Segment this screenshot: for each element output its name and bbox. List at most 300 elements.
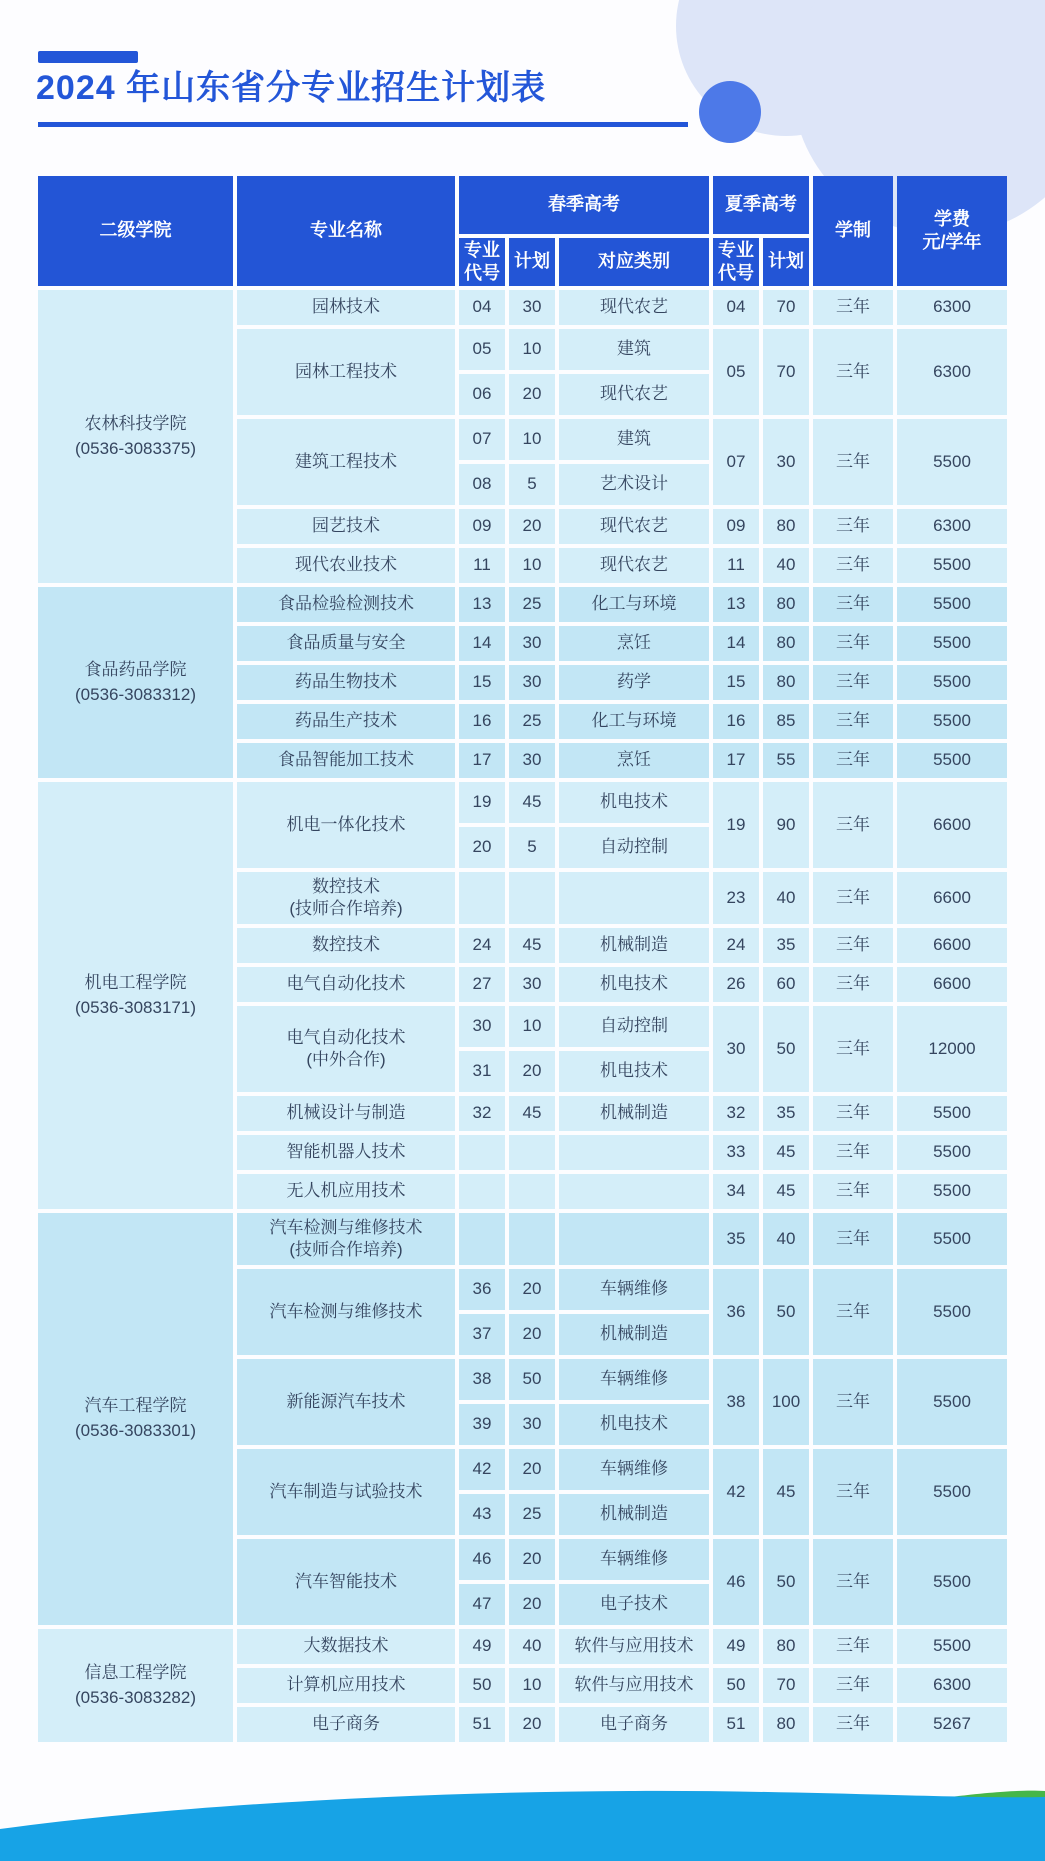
title-underline: [38, 122, 688, 127]
spring-code-cell: 31: [459, 1051, 505, 1092]
spring-category-cell: 车辆维修: [559, 1359, 709, 1400]
spring-code-cell: 13: [459, 587, 505, 622]
summer-code-cell: 24: [713, 928, 759, 963]
tuition-cell: 5500: [897, 1135, 1007, 1170]
duration-cell: 三年: [813, 290, 893, 325]
summer-plan-cell: 45: [763, 1135, 809, 1170]
spring-category-cell: 药学: [559, 665, 709, 700]
summer-plan-cell: 35: [763, 1096, 809, 1131]
major-name: 大数据技术: [303, 1636, 389, 1656]
summer-code-cell: 15: [713, 665, 759, 700]
major-name-line2: (中外合作): [306, 1050, 386, 1069]
spring-code-cell: 06: [459, 374, 505, 415]
spring-category-cell: 车辆维修: [559, 1539, 709, 1580]
major-cell: [237, 872, 455, 924]
college-name: 机电工程学院: [84, 972, 187, 992]
spring-code-cell: 17: [459, 743, 505, 778]
major-name: 汽车制造与试验技术: [269, 1481, 423, 1501]
spring-code-cell: 05: [459, 329, 505, 370]
summer-plan-cell: 60: [763, 967, 809, 1002]
major-cell: [237, 928, 455, 963]
duration-cell: 三年: [813, 782, 893, 868]
spring-category-cell: 烹饪: [559, 626, 709, 661]
spring-category-cell: 电子技术: [559, 1584, 709, 1625]
spring-category-cell: [559, 872, 709, 924]
spring-code-cell: 51: [459, 1707, 505, 1742]
summer-code-cell: 13: [713, 587, 759, 622]
college-phone: (0536-3083312): [75, 684, 196, 704]
header-spring-plan: 计划: [509, 238, 555, 286]
spring-code-cell: 42: [459, 1449, 505, 1490]
summer-code-cell: 11: [713, 548, 759, 583]
tuition-cell: 12000: [897, 1006, 1007, 1092]
college-cell: [38, 782, 233, 1209]
major-cell: [237, 782, 455, 868]
duration-cell: 三年: [813, 704, 893, 739]
bottom-wave: [0, 1781, 1045, 1861]
spring-category-cell: 车辆维修: [559, 1449, 709, 1490]
spring-plan-cell: 20: [509, 509, 555, 544]
spring-plan-cell: 20: [509, 1449, 555, 1490]
spring-plan-cell: 30: [509, 743, 555, 778]
tuition-cell: 5500: [897, 1213, 1007, 1265]
summer-plan-cell: 50: [763, 1269, 809, 1355]
spring-category-cell: 现代农艺: [559, 290, 709, 325]
major-name: 机械设计与制造: [286, 1103, 406, 1123]
spring-category-cell: 机械制造: [559, 1096, 709, 1131]
tuition-cell: 5500: [897, 1174, 1007, 1209]
duration-cell: 三年: [813, 1135, 893, 1170]
table-row: [38, 1213, 1007, 1265]
duration-cell: 三年: [813, 1174, 893, 1209]
duration-cell: 三年: [813, 1539, 893, 1625]
major-cell: [237, 704, 455, 739]
spring-plan-cell: 20: [509, 1314, 555, 1355]
major-name: 建筑工程技术: [295, 451, 397, 471]
college-cell: [38, 1629, 233, 1742]
major-name: 园林技术: [312, 297, 380, 317]
spring-code-cell: 09: [459, 509, 505, 544]
summer-code-cell: 07: [713, 419, 759, 505]
spring-code-cell: 39: [459, 1404, 505, 1445]
summer-plan-cell: 50: [763, 1539, 809, 1625]
spring-category-cell: 软件与应用技术: [559, 1629, 709, 1664]
spring-plan-cell: 45: [509, 928, 555, 963]
spring-category-cell: 机械制造: [559, 928, 709, 963]
spring-plan-cell: 30: [509, 1404, 555, 1445]
summer-plan-cell: 45: [763, 1174, 809, 1209]
tuition-cell: 6300: [897, 509, 1007, 544]
tuition-cell: 5500: [897, 743, 1007, 778]
major-cell: [237, 587, 455, 622]
major-name-line2: (技师合作培养): [289, 899, 403, 918]
tuition-cell: 6300: [897, 329, 1007, 415]
spring-code-cell: 07: [459, 419, 505, 460]
spring-code-cell: 20: [459, 827, 505, 868]
major-cell: [237, 1359, 455, 1445]
header-summer-plan: 计划: [763, 238, 809, 286]
major-name: 现代农业技术: [295, 555, 397, 575]
major-name: 电子商务: [312, 1714, 380, 1734]
spring-code-cell: 14: [459, 626, 505, 661]
spring-plan-cell: 20: [509, 1051, 555, 1092]
summer-plan-cell: 80: [763, 626, 809, 661]
summer-plan-cell: 50: [763, 1006, 809, 1092]
spring-category-cell: 自动控制: [559, 827, 709, 868]
spring-category-cell: 机电技术: [559, 1404, 709, 1445]
duration-cell: 三年: [813, 1269, 893, 1355]
summer-code-cell: 42: [713, 1449, 759, 1535]
major-cell: [237, 1707, 455, 1742]
major-name: 汽车检测与维修技术: [269, 1217, 423, 1237]
header-college: 二级学院: [38, 176, 233, 286]
spring-plan-cell: 10: [509, 1668, 555, 1703]
tuition-cell: 5500: [897, 1539, 1007, 1625]
header-row-1: [38, 176, 1007, 234]
table-body: [38, 290, 1007, 1742]
major-cell: [237, 1135, 455, 1170]
summer-plan-cell: 55: [763, 743, 809, 778]
spring-code-cell: 37: [459, 1314, 505, 1355]
tuition-cell: 6600: [897, 928, 1007, 963]
tuition-cell: 6600: [897, 872, 1007, 924]
summer-plan-cell: 85: [763, 704, 809, 739]
spring-category-cell: 现代农艺: [559, 509, 709, 544]
spring-code-cell: [459, 1135, 505, 1170]
major-name: 计算机应用技术: [286, 1675, 406, 1695]
tuition-cell: 5500: [897, 626, 1007, 661]
summer-code-cell: 38: [713, 1359, 759, 1445]
spring-plan-cell: 5: [509, 827, 555, 868]
spring-category-cell: 机械制造: [559, 1494, 709, 1535]
major-name: 园林工程技术: [295, 361, 397, 381]
spring-code-cell: 19: [459, 782, 505, 823]
spring-code-cell: 27: [459, 967, 505, 1002]
spring-category-cell: [559, 1213, 709, 1265]
page-title: 2024 年山东省分专业招生计划表: [36, 69, 547, 107]
spring-category-cell: 车辆维修: [559, 1269, 709, 1310]
summer-code-cell: 33: [713, 1135, 759, 1170]
duration-cell: 三年: [813, 1629, 893, 1664]
major-name-line2: (技师合作培养): [289, 1240, 403, 1259]
bottom-wave-blue: [0, 1791, 1045, 1861]
college-cell: [38, 290, 233, 583]
spring-plan-cell: 30: [509, 626, 555, 661]
spring-plan-cell: 20: [509, 1539, 555, 1580]
spring-code-cell: 43: [459, 1494, 505, 1535]
duration-cell: 三年: [813, 1006, 893, 1092]
summer-plan-cell: 40: [763, 872, 809, 924]
major-name: 药品生物技术: [295, 672, 397, 692]
tuition-cell: 5500: [897, 1359, 1007, 1445]
tuition-cell: 6300: [897, 290, 1007, 325]
major-cell: [237, 1269, 455, 1355]
tuition-cell: 5500: [897, 1449, 1007, 1535]
major-cell: [237, 1668, 455, 1703]
major-cell: [237, 1629, 455, 1664]
spring-plan-cell: [509, 1213, 555, 1265]
spring-code-cell: 36: [459, 1269, 505, 1310]
summer-code-cell: 30: [713, 1006, 759, 1092]
summer-code-cell: 14: [713, 626, 759, 661]
major-cell: [237, 626, 455, 661]
duration-cell: 三年: [813, 509, 893, 544]
duration-cell: 三年: [813, 1449, 893, 1535]
duration-cell: 三年: [813, 928, 893, 963]
summer-plan-cell: 90: [763, 782, 809, 868]
duration-cell: 三年: [813, 1359, 893, 1445]
major-name: 电气自动化技术: [286, 974, 406, 994]
spring-plan-cell: 20: [509, 1269, 555, 1310]
header-major: 专业名称: [237, 176, 455, 286]
summer-plan-cell: 100: [763, 1359, 809, 1445]
header-spring-code: 专业代号: [459, 238, 505, 286]
tuition-cell: 6300: [897, 1668, 1007, 1703]
spring-category-cell: 现代农艺: [559, 374, 709, 415]
major-cell: [237, 1449, 455, 1535]
duration-cell: 三年: [813, 1213, 893, 1265]
spring-plan-cell: 25: [509, 1494, 555, 1535]
major-name: 食品检验检测技术: [278, 594, 414, 614]
spring-code-cell: 46: [459, 1539, 505, 1580]
major-cell: [237, 1006, 455, 1092]
summer-plan-cell: 30: [763, 419, 809, 505]
spring-category-cell: 机械制造: [559, 1314, 709, 1355]
spring-plan-cell: 10: [509, 329, 555, 370]
spring-category-cell: 烹饪: [559, 743, 709, 778]
summer-code-cell: 19: [713, 782, 759, 868]
duration-cell: 三年: [813, 587, 893, 622]
table-row: [38, 782, 1007, 823]
spring-code-cell: 11: [459, 548, 505, 583]
spring-code-cell: 38: [459, 1359, 505, 1400]
major-name: 无人机应用技术: [286, 1181, 406, 1201]
duration-cell: 三年: [813, 1668, 893, 1703]
spring-plan-cell: 25: [509, 704, 555, 739]
spring-plan-cell: [509, 1135, 555, 1170]
tuition-cell: 6600: [897, 782, 1007, 868]
major-cell: [237, 548, 455, 583]
header-summer-code: 专业代号: [713, 238, 759, 286]
spring-code-cell: 47: [459, 1584, 505, 1625]
summer-code-cell: 51: [713, 1707, 759, 1742]
college-name: 食品药品学院: [84, 659, 187, 679]
summer-plan-cell: 80: [763, 587, 809, 622]
spring-code-cell: 16: [459, 704, 505, 739]
spring-code-cell: 08: [459, 464, 505, 505]
major-name: 机电一体化技术: [286, 814, 406, 834]
summer-plan-cell: 45: [763, 1449, 809, 1535]
summer-plan-cell: 35: [763, 928, 809, 963]
spring-code-cell: 50: [459, 1668, 505, 1703]
spring-category-cell: 电子商务: [559, 1707, 709, 1742]
table-row: [38, 1629, 1007, 1664]
duration-cell: 三年: [813, 1096, 893, 1131]
summer-code-cell: 35: [713, 1213, 759, 1265]
spring-code-cell: 49: [459, 1629, 505, 1664]
tuition-cell: 5500: [897, 419, 1007, 505]
major-name: 食品智能加工技术: [278, 750, 414, 770]
spring-plan-cell: [509, 872, 555, 924]
college-name: 汽车工程学院: [84, 1396, 187, 1416]
major-name: 电气自动化技术: [286, 1027, 406, 1047]
spring-plan-cell: 20: [509, 1707, 555, 1742]
college-phone: (0536-3083301): [75, 1421, 196, 1440]
tuition-label-line2: 元/学年: [922, 232, 982, 252]
tuition-cell: 5500: [897, 548, 1007, 583]
summer-code-cell: 50: [713, 1668, 759, 1703]
spring-plan-cell: 10: [509, 419, 555, 460]
major-name: 园艺技术: [312, 516, 380, 536]
header-spring-category: 对应类别: [559, 238, 709, 286]
spring-code-cell: [459, 872, 505, 924]
duration-cell: 三年: [813, 419, 893, 505]
summer-code-cell: 05: [713, 329, 759, 415]
major-name: 数控技术: [312, 935, 380, 955]
spring-plan-cell: 30: [509, 290, 555, 325]
table-row: [38, 587, 1007, 622]
spring-category-cell: [559, 1135, 709, 1170]
summer-code-cell: 34: [713, 1174, 759, 1209]
spring-plan-cell: 40: [509, 1629, 555, 1664]
major-cell: [237, 1539, 455, 1625]
admission-plan-table: [34, 172, 1011, 1746]
spring-code-cell: 30: [459, 1006, 505, 1047]
major-cell: [237, 743, 455, 778]
spring-code-cell: 32: [459, 1096, 505, 1131]
summer-code-cell: 16: [713, 704, 759, 739]
duration-cell: 三年: [813, 967, 893, 1002]
spring-plan-cell: 20: [509, 374, 555, 415]
header-tuition: [897, 176, 1007, 286]
spring-plan-cell: [509, 1174, 555, 1209]
header-summer-exam: 夏季高考: [713, 176, 809, 234]
college-phone: (0536-3083171): [75, 997, 196, 1017]
tuition-cell: 5267: [897, 1707, 1007, 1742]
spring-category-cell: 机电技术: [559, 967, 709, 1002]
spring-plan-cell: 5: [509, 464, 555, 505]
tuition-cell: 5500: [897, 665, 1007, 700]
spring-category-cell: 机电技术: [559, 1051, 709, 1092]
major-cell: [237, 1096, 455, 1131]
duration-cell: 三年: [813, 548, 893, 583]
spring-code-cell: [459, 1213, 505, 1265]
spring-category-cell: 艺术设计: [559, 464, 709, 505]
tuition-cell: 6600: [897, 967, 1007, 1002]
major-cell: [237, 509, 455, 544]
duration-cell: 三年: [813, 872, 893, 924]
summer-plan-cell: 40: [763, 548, 809, 583]
college-cell: [38, 1213, 233, 1625]
major-cell: [237, 665, 455, 700]
spring-category-cell: 软件与应用技术: [559, 1668, 709, 1703]
tuition-cell: 5500: [897, 1096, 1007, 1131]
spring-plan-cell: 30: [509, 665, 555, 700]
summer-plan-cell: 40: [763, 1213, 809, 1265]
decor-circle-blue: [699, 81, 761, 143]
duration-cell: 三年: [813, 626, 893, 661]
summer-code-cell: 46: [713, 1539, 759, 1625]
spring-category-cell: 化工与环境: [559, 587, 709, 622]
summer-code-cell: 49: [713, 1629, 759, 1664]
spring-plan-cell: 50: [509, 1359, 555, 1400]
major-name: 食品质量与安全: [286, 633, 406, 653]
major-cell: [237, 967, 455, 1002]
summer-code-cell: 17: [713, 743, 759, 778]
tuition-cell: 5500: [897, 1269, 1007, 1355]
major-cell: [237, 1213, 455, 1265]
duration-cell: 三年: [813, 1707, 893, 1742]
spring-plan-cell: 20: [509, 1584, 555, 1625]
major-cell: [237, 419, 455, 505]
major-name: 汽车智能技术: [295, 1571, 397, 1591]
spring-code-cell: 15: [459, 665, 505, 700]
tuition-cell: 5500: [897, 704, 1007, 739]
spring-plan-cell: 10: [509, 1006, 555, 1047]
summer-plan-cell: 80: [763, 665, 809, 700]
summer-plan-cell: 70: [763, 1668, 809, 1703]
major-cell: [237, 1174, 455, 1209]
spring-category-cell: 化工与环境: [559, 704, 709, 739]
spring-plan-cell: 30: [509, 967, 555, 1002]
header-spring-exam: 春季高考: [459, 176, 709, 234]
duration-cell: 三年: [813, 329, 893, 415]
major-cell: [237, 290, 455, 325]
summer-plan-cell: 80: [763, 1629, 809, 1664]
header-duration: 学制: [813, 176, 893, 286]
summer-code-cell: 23: [713, 872, 759, 924]
spring-plan-cell: 45: [509, 782, 555, 823]
summer-plan-cell: 80: [763, 1707, 809, 1742]
spring-code-cell: 24: [459, 928, 505, 963]
college-phone: (0536-3083375): [75, 438, 196, 458]
summer-plan-cell: 70: [763, 329, 809, 415]
college-name: 农林科技学院: [84, 413, 187, 433]
college-cell: [38, 587, 233, 778]
major-cell: [237, 329, 455, 415]
tuition-cell: 5500: [897, 587, 1007, 622]
table-row: [38, 290, 1007, 325]
spring-code-cell: [459, 1174, 505, 1209]
summer-code-cell: 26: [713, 967, 759, 1002]
summer-code-cell: 32: [713, 1096, 759, 1131]
duration-cell: 三年: [813, 743, 893, 778]
spring-code-cell: 04: [459, 290, 505, 325]
summer-code-cell: 36: [713, 1269, 759, 1355]
summer-plan-cell: 70: [763, 290, 809, 325]
spring-plan-cell: 10: [509, 548, 555, 583]
tuition-label-line1: 学费: [934, 208, 970, 229]
duration-cell: 三年: [813, 665, 893, 700]
spring-plan-cell: 45: [509, 1096, 555, 1131]
major-name: 新能源汽车技术: [286, 1391, 406, 1411]
tuition-cell: 5500: [897, 1629, 1007, 1664]
spring-category-cell: 机电技术: [559, 782, 709, 823]
summer-code-cell: 09: [713, 509, 759, 544]
spring-category-cell: 自动控制: [559, 1006, 709, 1047]
major-name: 药品生产技术: [295, 711, 397, 731]
major-name: 数控技术: [312, 876, 380, 896]
major-name: 智能机器人技术: [286, 1142, 406, 1162]
college-name: 信息工程学院: [84, 1662, 187, 1682]
spring-category-cell: 建筑: [559, 419, 709, 460]
spring-category-cell: 现代农艺: [559, 548, 709, 583]
college-phone: (0536-3083282): [75, 1687, 196, 1707]
spring-category-cell: [559, 1174, 709, 1209]
spring-category-cell: 建筑: [559, 329, 709, 370]
spring-plan-cell: 25: [509, 587, 555, 622]
summer-code-cell: 04: [713, 290, 759, 325]
